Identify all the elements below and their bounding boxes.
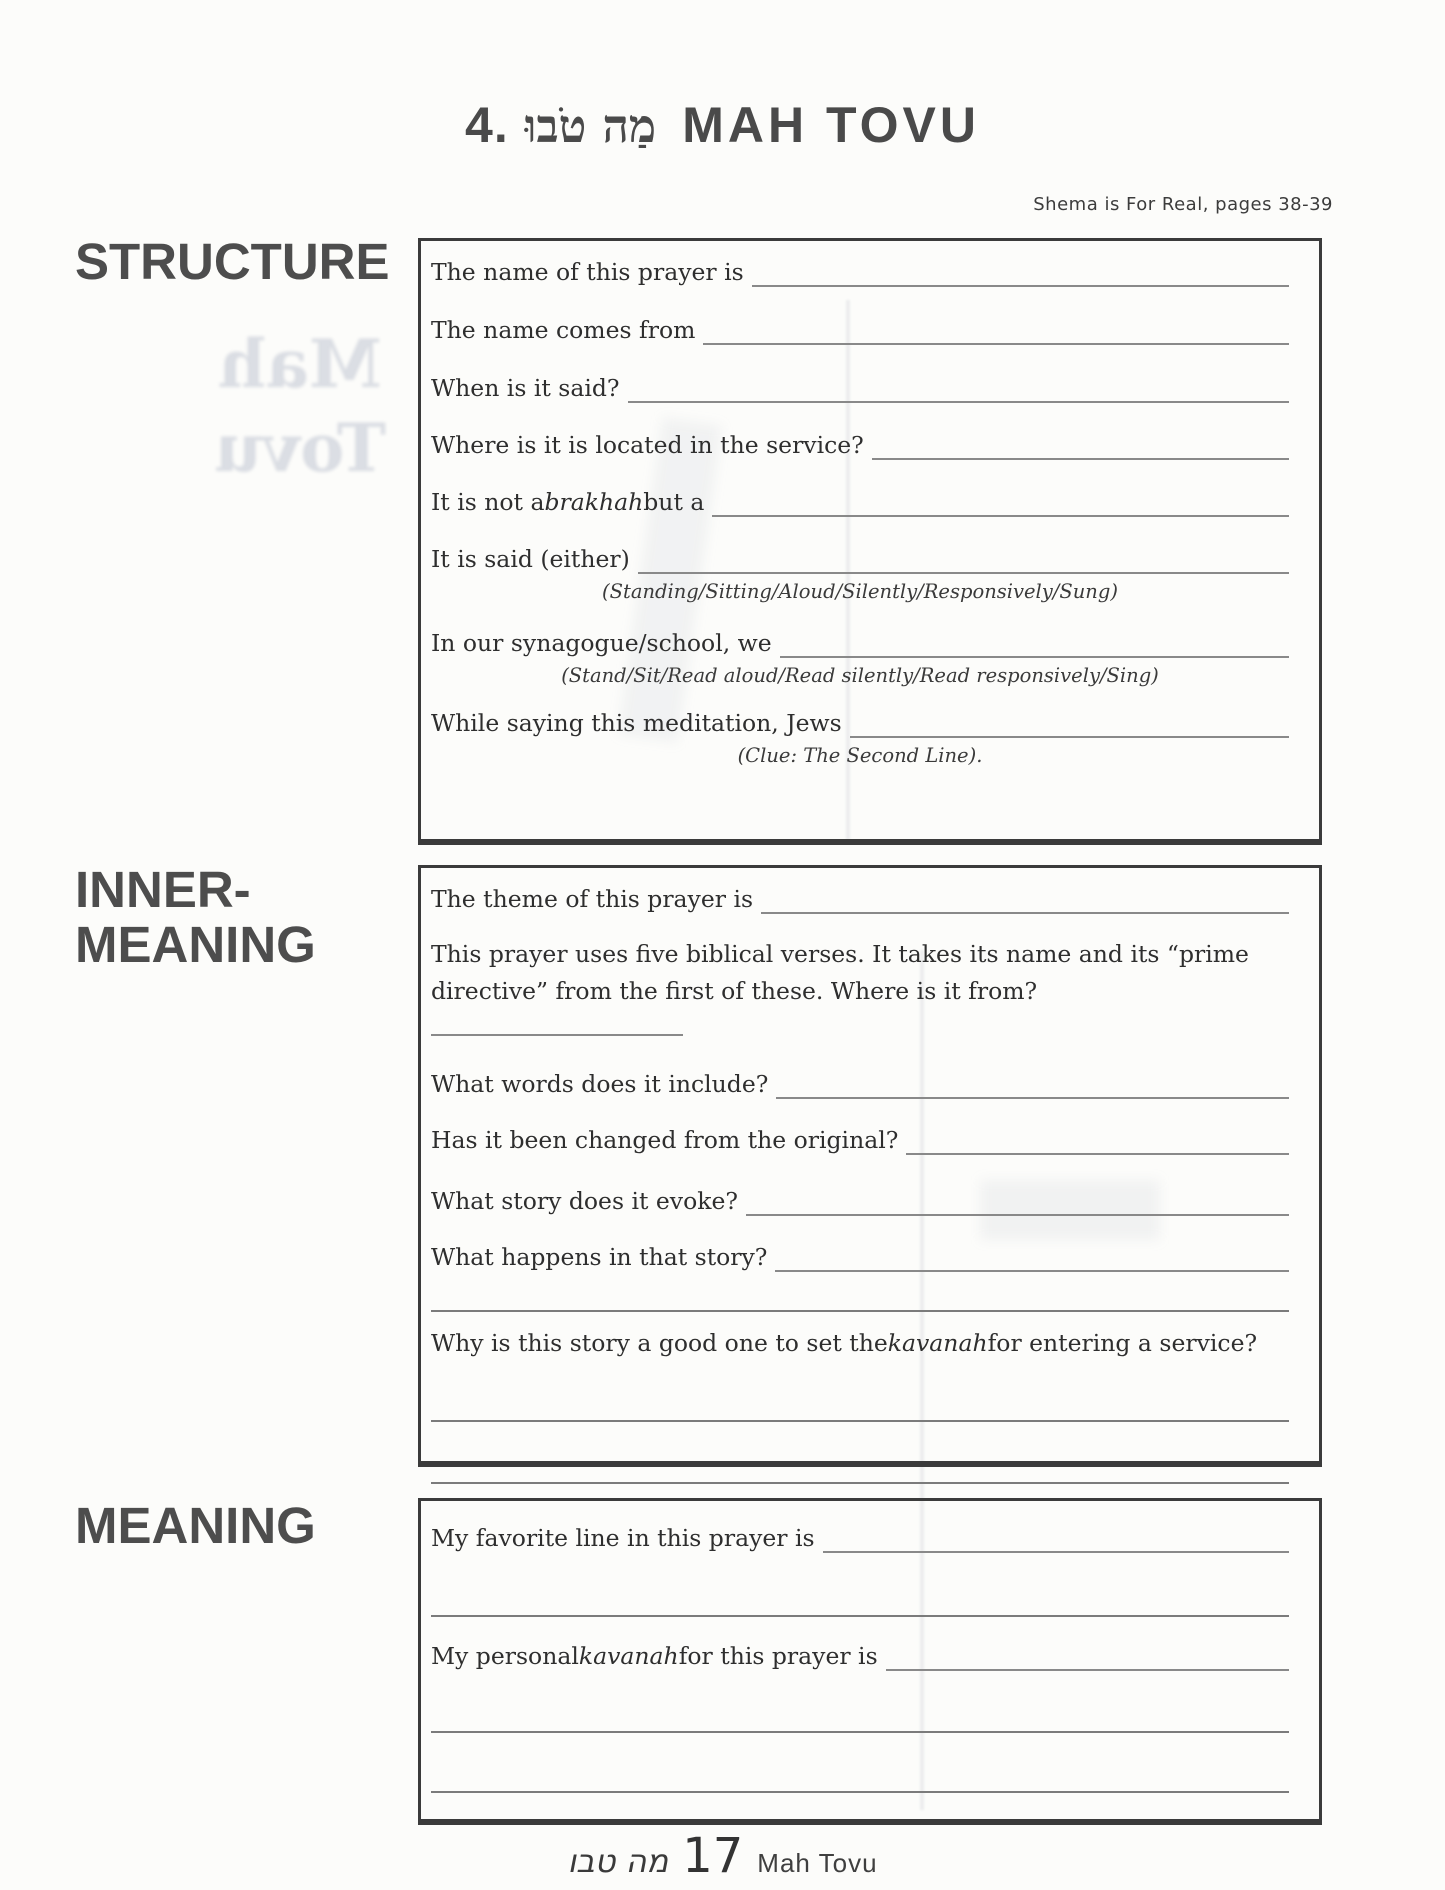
question-text: The name comes from — [431, 316, 696, 344]
bleedthrough-watermark — [150, 322, 450, 490]
option-hint: (Standing/Sitting/Aloud/Silently/Responsively/Sung) — [602, 580, 1118, 603]
question-line — [431, 1069, 1289, 1099]
answer-blank — [746, 1190, 1289, 1216]
question-line — [431, 884, 1289, 914]
question-text: Where is it is located in the service? — [431, 431, 864, 459]
page-footer — [0, 1828, 1445, 1884]
question-text: The theme of this prayer is — [431, 885, 754, 913]
answer-blank-full — [431, 1420, 1289, 1422]
question-term-italic: brakhah — [544, 488, 644, 516]
answer-blank — [712, 491, 1289, 517]
question-line — [431, 544, 1289, 574]
answer-blank — [850, 712, 1289, 738]
question-text: It is not a — [431, 488, 545, 516]
question-text: What words does it include? — [431, 1070, 769, 1098]
option-hint: (Clue: The Second Line). — [737, 744, 983, 767]
title-hebrew: מַה טֹבוּ — [524, 99, 657, 153]
question-line — [431, 373, 1289, 403]
answer-blank — [906, 1129, 1289, 1155]
footer-page-number: 17 — [682, 1828, 744, 1884]
question-text: Why is this story a good one to set the — [431, 1329, 888, 1357]
question-text: In our synagogue/school, we — [431, 629, 772, 657]
question-text: for this prayer is — [678, 1642, 878, 1670]
section-label-meaning: MEANING — [75, 1497, 316, 1554]
answer-blank — [703, 319, 1289, 345]
section-label-line: INNER- — [75, 861, 251, 918]
question-line — [431, 315, 1289, 345]
answer-blank — [775, 1246, 1289, 1272]
title-latin: MAH TOVU — [682, 97, 980, 153]
question-text: What story does it evoke? — [431, 1187, 738, 1215]
meaning-box — [418, 1498, 1322, 1825]
section-label-inner-meaning — [75, 862, 316, 972]
footer-title: Mah Tovu — [757, 1848, 878, 1878]
question-text: The name of this prayer is — [431, 258, 744, 286]
inner-meaning-box — [418, 865, 1322, 1467]
question-text: My personal — [431, 1642, 579, 1670]
answer-blank — [823, 1527, 1289, 1553]
answer-blank — [638, 548, 1289, 574]
source-reference: Shema is For Real, pages 38-39 — [1033, 194, 1333, 215]
watermark-line: Tovu — [214, 409, 386, 487]
section-label-structure: STRUCTURE — [75, 233, 390, 290]
answer-blank — [761, 888, 1289, 914]
question-text: for entering a service? — [987, 1329, 1258, 1357]
answer-blank — [872, 434, 1289, 460]
question-line — [431, 257, 1289, 287]
question-line — [431, 708, 1289, 738]
question-line — [431, 1125, 1289, 1155]
question-line — [431, 1242, 1289, 1272]
answer-blank — [628, 377, 1289, 403]
question-line — [431, 1523, 1289, 1553]
question-term-italic: kavanah — [578, 1642, 679, 1670]
question-line — [431, 1328, 1289, 1358]
answer-blank — [752, 261, 1289, 287]
question-text: When is it said? — [431, 374, 620, 402]
question-line — [431, 1186, 1289, 1216]
answer-blank — [780, 632, 1289, 658]
question-text: This prayer uses five biblical verses. It takes its name and its “prime directive” from the first of these. Where is it from? — [431, 940, 1249, 1005]
answer-blank-full — [431, 1791, 1289, 1793]
question-text: What happens in that story? — [431, 1243, 768, 1271]
question-text: My favorite line in this prayer is — [431, 1524, 815, 1552]
answer-blank — [776, 1073, 1289, 1099]
answer-blank-full — [431, 1731, 1289, 1733]
answer-blank-full — [431, 1310, 1289, 1312]
option-hint: (Stand/Sit/Read aloud/Read silently/Read responsively/Sing) — [561, 664, 1159, 687]
title-number: 4. — [465, 97, 509, 153]
watermark-line: Mah — [218, 325, 382, 403]
footer-hebrew: מה טבו — [567, 1842, 669, 1880]
question-text: While saying this meditation, Jews — [431, 709, 842, 737]
question-line — [431, 628, 1289, 658]
question-text: It is said (either) — [431, 545, 630, 573]
question-line — [431, 430, 1289, 460]
answer-blank — [431, 1034, 683, 1036]
question-text: Has it been changed from the original? — [431, 1126, 899, 1154]
answer-blank — [886, 1645, 1289, 1671]
section-label-line: MEANING — [75, 916, 316, 973]
question-line — [431, 487, 1289, 517]
question-paragraph — [431, 936, 1289, 1047]
question-term-italic: kavanah — [887, 1329, 988, 1357]
answer-blank-full — [431, 1482, 1289, 1484]
answer-blank-full — [431, 1615, 1289, 1617]
structure-box — [418, 238, 1322, 845]
question-text: but a — [643, 488, 705, 516]
question-line — [431, 1641, 1289, 1671]
page-title — [0, 96, 1445, 154]
